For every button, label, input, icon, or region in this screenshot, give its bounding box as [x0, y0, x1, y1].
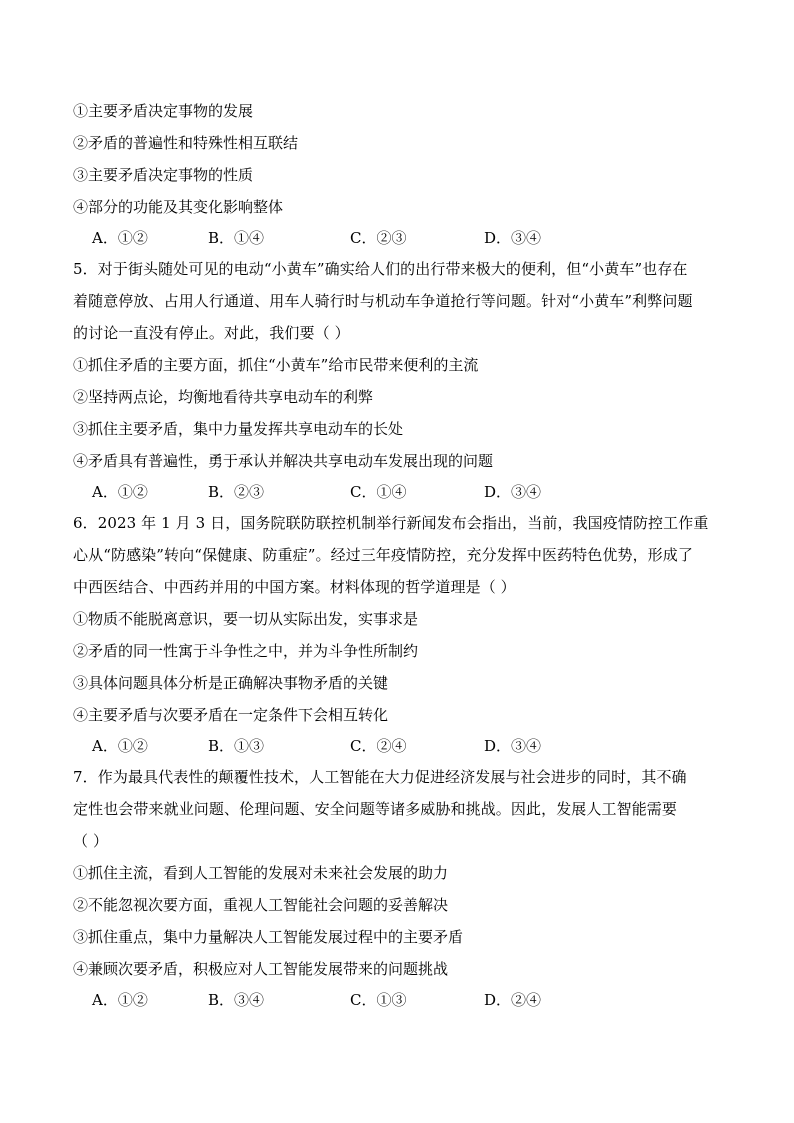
q7-statement-4: ④兼顾次要矛盾，积极应对人工智能发展带来的问题挑战 [73, 960, 449, 978]
q7-option-a: A．①② [92, 991, 148, 1009]
q6-statement-3: ③具体问题具体分析是正确解决事物矛盾的关键 [73, 674, 389, 692]
q4-option-a: A．①② [92, 229, 148, 247]
q7-stem-line-1: 7．作为最具代表性的颠覆性技术，人工智能在大力促进经济发展与社会进步的同时，其不确 [73, 768, 687, 786]
q4-option-b: B．①④ [208, 229, 265, 247]
q5-option-d: D．③④ [484, 483, 542, 501]
q4-statement-4: ④部分的功能及其变化影响整体 [73, 198, 284, 216]
q6-option-d: D．③④ [484, 737, 542, 755]
q7-statement-2: ②不能忽视次要方面，重视人工智能社会问题的妥善解决 [73, 896, 449, 914]
q5-statement-2: ②坚持两点论，均衡地看待共享电动车的利弊 [73, 388, 374, 406]
q7-stem-line-2: 定性也会带来就业问题、伦理问题、安全问题等诸多威胁和挑战。因此，发展人工智能需要 [73, 800, 678, 818]
q7-option-b: B．③④ [208, 991, 265, 1009]
q4-statement-1: ①主要矛盾决定事物的发展 [73, 102, 254, 120]
q6-option-b: B．①③ [208, 737, 265, 755]
q5-option-b: B．②③ [208, 483, 265, 501]
q6-stem-line-2: 心从“防感染”转向“保健康、防重症”。经过三年疫情防控，充分发挥中医药特色优势，形成了 [73, 546, 693, 564]
q7-stem-line-3: （ ） [73, 832, 109, 850]
q7-statement-3: ③抓住重点，集中力量解决人工智能发展过程中的主要矛盾 [73, 928, 464, 946]
q5-statement-4: ④矛盾具有普遍性，勇于承认并解决共享电动车发展出现的问题 [73, 452, 494, 470]
q5-stem-line-3: 的讨论一直没有停止。对此，我们要（ ） [73, 324, 350, 342]
q4-option-c: C．②③ [350, 229, 407, 247]
q5-option-c: C．①④ [350, 483, 407, 501]
q6-option-c: C．②④ [350, 737, 407, 755]
q5-stem-line-2: 着随意停放、占用人行通道、用车人骑行时与机动车争道抢行等问题。针对“小黄车”利弊问题 [73, 292, 693, 310]
q4-statement-2: ②矛盾的普遍性和特殊性相互联结 [73, 134, 299, 152]
q7-option-c: C．①③ [350, 991, 407, 1009]
q7-statement-1: ①抓住主流，看到人工智能的发展对未来社会发展的助力 [73, 864, 449, 882]
q4-option-d: D．③④ [484, 229, 542, 247]
q5-option-a: A．①② [92, 483, 148, 501]
q5-statement-1: ①抓住矛盾的主要方面，抓住“小黄车”给市民带来便利的主流 [73, 356, 479, 374]
q6-stem-line-1: 6．2023 年 1 月 3 日，国务院联防联控机制举行新闻发布会指出，当前，我国疫情防控工作重 [73, 514, 709, 532]
q7-option-d: D．②④ [484, 991, 542, 1009]
q5-statement-3: ③抓住主要矛盾，集中力量发挥共享电动车的长处 [73, 420, 404, 438]
q6-stem-line-3: 中西医结合、中西药并用的中国方案。材料体现的哲学道理是（ ） [73, 578, 516, 596]
q6-statement-2: ②矛盾的同一性寓于斗争性之中，并为斗争性所制约 [73, 642, 419, 660]
q5-stem-line-1: 5．对于街头随处可见的电动“小黄车”确实给人们的出行带来极大的便利，但“小黄车”也存在 [73, 260, 688, 278]
q6-statement-1: ①物质不能脱离意识，要一切从实际出发，实事求是 [73, 610, 419, 628]
q6-statement-4: ④主要矛盾与次要矛盾在一定条件下会相互转化 [73, 706, 389, 724]
q6-option-a: A．①② [92, 737, 148, 755]
q4-statement-3: ③主要矛盾决定事物的性质 [73, 166, 254, 184]
